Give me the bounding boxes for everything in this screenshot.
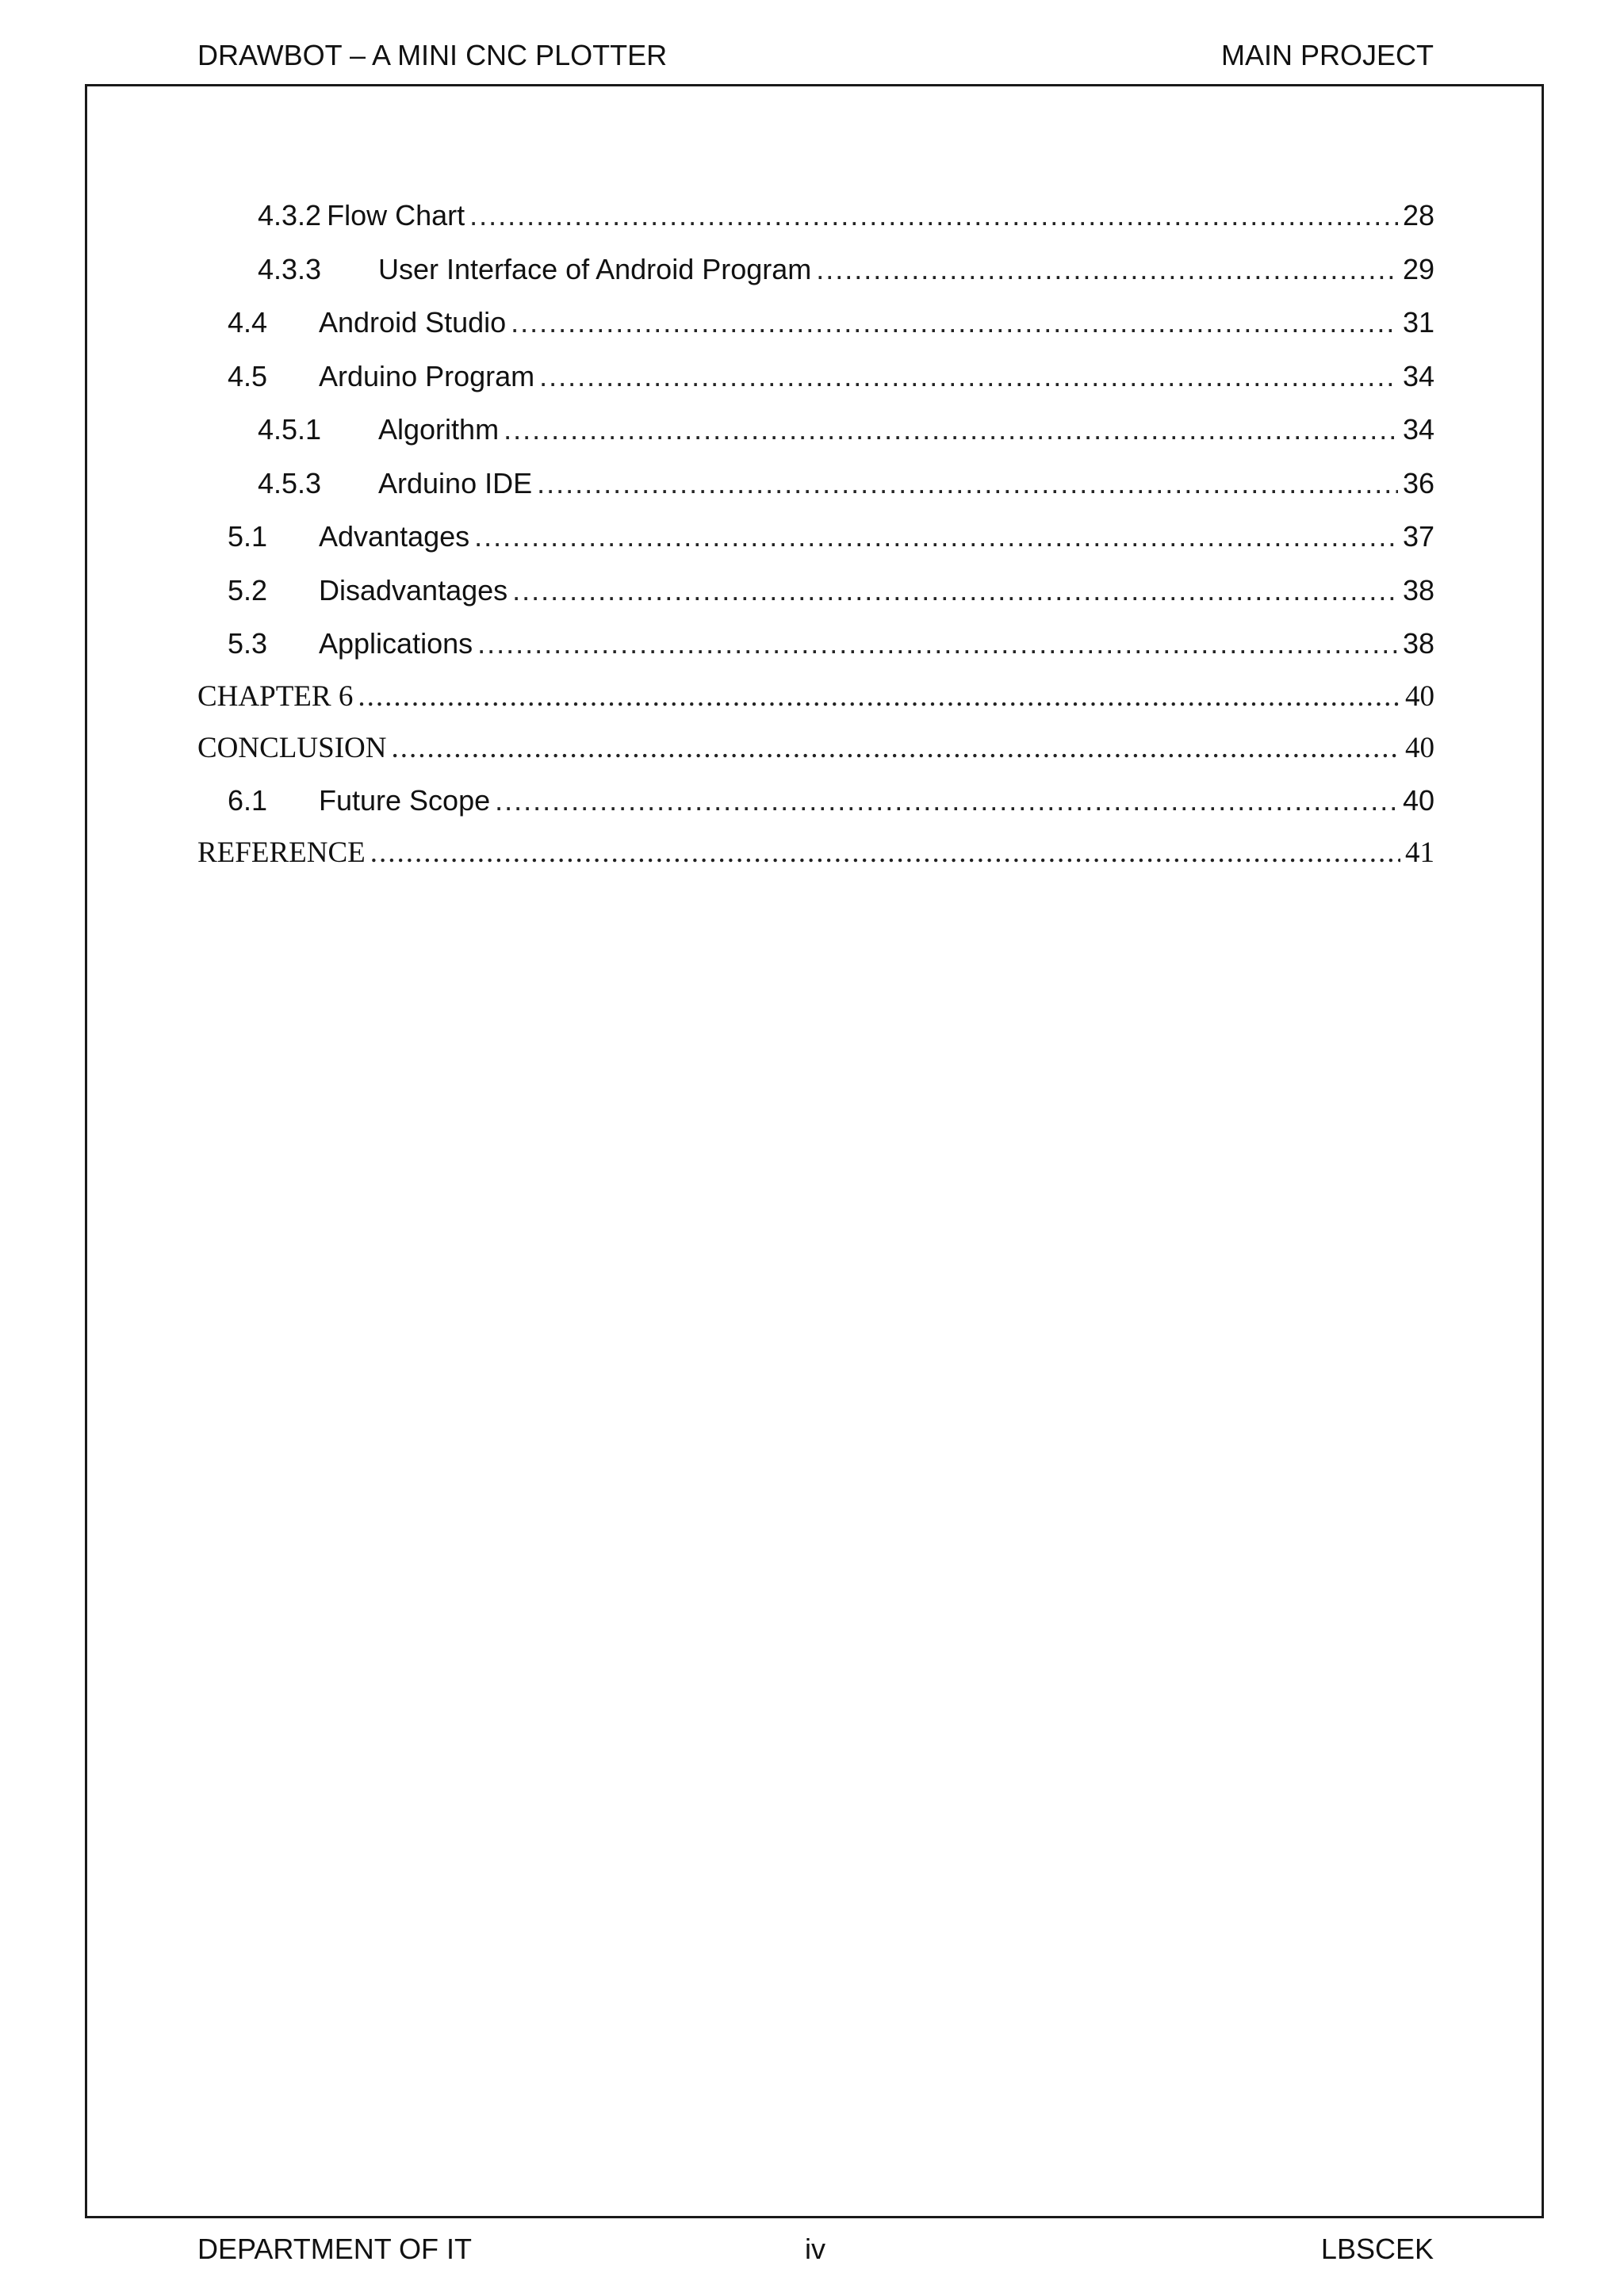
- toc-entry[interactable]: [197, 774, 1434, 828]
- toc-entry-page: 38: [1402, 627, 1434, 660]
- toc-dot-leader: [511, 296, 1398, 350]
- toc-entry-title: Applications: [319, 627, 473, 660]
- toc-entry[interactable]: [197, 564, 1434, 618]
- toc-entry-page: 31: [1402, 306, 1434, 339]
- toc-entry-number: 5.2: [228, 573, 268, 607]
- footer-page-number: iv: [805, 2233, 825, 2265]
- toc-entry-page: 34: [1402, 359, 1434, 392]
- toc-entry[interactable]: [197, 457, 1434, 511]
- toc-entry[interactable]: [197, 510, 1434, 564]
- toc-entry-page: 40: [1402, 783, 1434, 817]
- toc-entry[interactable]: [197, 189, 1434, 243]
- header-title: DRAWBOT – A MINI CNC PLOTTER: [197, 39, 668, 71]
- toc-entry-number: 4.5.3: [258, 466, 322, 499]
- toc-entry-number: 4.5.1: [258, 413, 322, 446]
- toc-dot-leader: [358, 671, 1400, 722]
- toc-entry-page: 37: [1402, 520, 1434, 553]
- toc-dot-leader: [512, 564, 1398, 618]
- toc-entry-page: 29: [1402, 252, 1434, 285]
- toc-entry-number: 5.1: [228, 520, 268, 553]
- toc-entry-title: CONCLUSION: [197, 731, 387, 764]
- toc-entry-number: 6.1: [228, 783, 268, 817]
- toc-entry-number: 4.3.2: [258, 199, 322, 232]
- toc-dot-leader: [391, 722, 1400, 774]
- toc-dot-leader: [504, 403, 1398, 457]
- toc-entry-title: User Interface of Android Program: [378, 252, 812, 285]
- toc-entry-title: Advantages: [319, 520, 470, 553]
- toc-dot-leader: [539, 350, 1398, 404]
- header-project-label: MAIN PROJECT: [1220, 39, 1434, 71]
- toc-entry-page: 40: [1405, 679, 1434, 713]
- toc-entry-title: Algorithm: [378, 413, 500, 446]
- toc-entry-title: CHAPTER 6: [197, 679, 354, 713]
- toc-entry-number: 4.4: [228, 306, 268, 339]
- toc-entry[interactable]: [197, 243, 1434, 297]
- footer-college: LBSCEK: [1320, 2233, 1434, 2265]
- toc-entry-number: 5.3: [228, 627, 268, 660]
- toc-entry[interactable]: [197, 350, 1434, 404]
- toc-entry[interactable]: [197, 722, 1434, 774]
- toc-dot-leader: [495, 774, 1398, 828]
- toc-entry[interactable]: [197, 827, 1434, 878]
- toc-entry-title: Arduino IDE: [378, 466, 533, 499]
- toc-entry-page: 28: [1402, 199, 1434, 232]
- toc-dot-leader: [477, 617, 1398, 671]
- toc-dot-leader: [537, 457, 1398, 511]
- toc-entry[interactable]: [197, 617, 1434, 671]
- toc-entry-title: Disadvantages: [319, 573, 508, 607]
- toc-entry-page: 41: [1405, 836, 1434, 869]
- toc-entry-title: Arduino Program: [319, 359, 535, 392]
- toc-entry-page: 40: [1405, 731, 1434, 764]
- toc-dot-leader: [474, 510, 1398, 564]
- toc-entry-page: 36: [1402, 466, 1434, 499]
- toc-entry-page: 34: [1402, 413, 1434, 446]
- toc-entry-title: Future Scope: [319, 783, 491, 817]
- toc-entry[interactable]: [197, 296, 1434, 350]
- table-of-contents: [197, 189, 1434, 878]
- toc-entry-title: Android Studio: [319, 306, 507, 339]
- toc-entry-title: Flow Chart: [327, 199, 465, 232]
- footer-department: DEPARTMENT OF IT: [197, 2233, 473, 2265]
- toc-entry-number: 4.5: [228, 359, 268, 392]
- toc-dot-leader: [469, 189, 1398, 243]
- toc-entry-page: 38: [1402, 573, 1434, 607]
- toc-entry[interactable]: [197, 403, 1434, 457]
- toc-entry[interactable]: [197, 671, 1434, 722]
- toc-entry-number: 4.3.3: [258, 252, 322, 285]
- toc-dot-leader: [370, 827, 1400, 878]
- toc-entry-title: REFERENCE: [197, 836, 366, 869]
- toc-dot-leader: [816, 243, 1398, 297]
